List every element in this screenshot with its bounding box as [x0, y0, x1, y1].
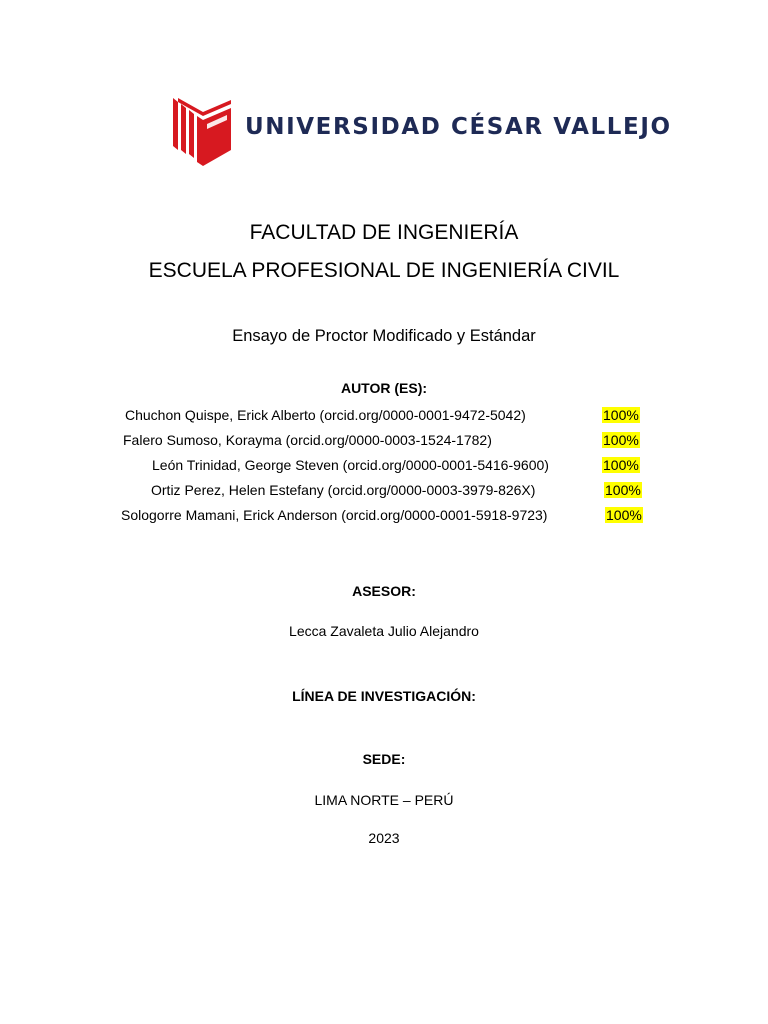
- author-name: Ortiz Perez, Helen Estefany (orcid.org/0000-0003-3979-826X): [151, 482, 536, 498]
- author-percent: 100%: [603, 432, 639, 448]
- advisor-label: ASESOR:: [352, 583, 416, 599]
- author-percent: 100%: [603, 457, 639, 473]
- research-line-label: LÍNEA DE INVESTIGACIÓN:: [292, 688, 476, 704]
- advisor-name: Lecca Zavaleta Julio Alejandro: [289, 623, 479, 639]
- shield-icon: [173, 98, 233, 166]
- author-percent: 100%: [606, 507, 642, 523]
- university-name: UNIVERSIDAD CÉSAR VALLEJO: [245, 114, 672, 140]
- author-percent: 100%: [605, 482, 641, 498]
- author-name: León Trinidad, George Steven (orcid.org/0000-0001-5416-9600): [152, 457, 549, 473]
- author-name: Sologorre Mamani, Erick Anderson (orcid.org/0000-0001-5918-9723): [121, 507, 548, 523]
- location: LIMA NORTE – PERÚ: [314, 792, 454, 808]
- faculty-heading: FACULTAD DE INGENIERÍA: [249, 221, 519, 244]
- authors-label: AUTOR (ES):: [340, 380, 428, 396]
- year: 2023: [368, 830, 400, 846]
- document-title: Ensayo de Proctor Modificado y Estándar: [232, 327, 536, 345]
- author-name: Falero Sumoso, Korayma (orcid.org/0000-0003-1524-1782): [123, 432, 492, 448]
- school-heading: ESCUELA PROFESIONAL DE INGENIERÍA CIVIL: [148, 259, 620, 282]
- author-percent: 100%: [603, 407, 639, 423]
- campus-label: SEDE:: [362, 751, 406, 767]
- university-logo: [173, 98, 672, 166]
- author-name: Chuchon Quispe, Erick Alberto (orcid.org/0000-0001-9472-5042): [125, 407, 526, 423]
